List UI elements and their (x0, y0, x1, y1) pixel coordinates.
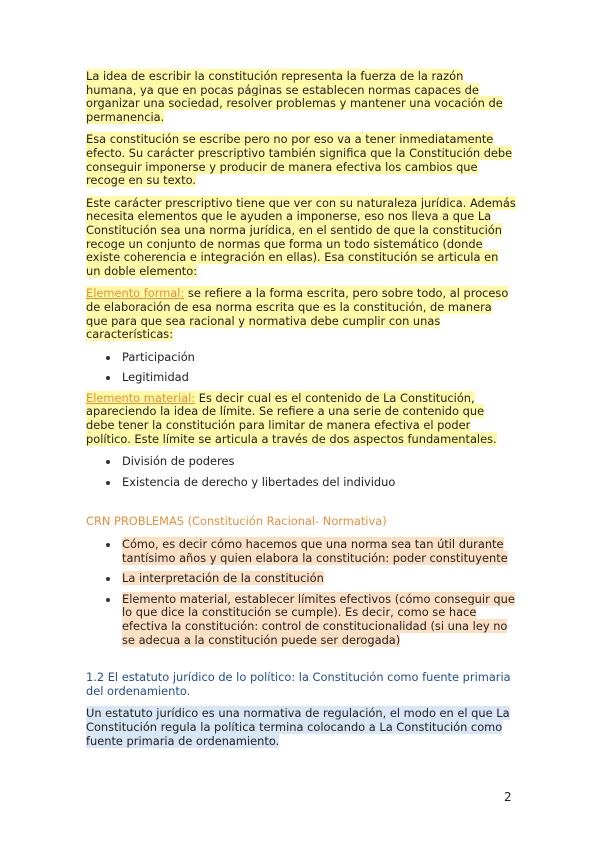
paragraph-estatuto (86, 707, 516, 748)
list-item (86, 593, 516, 647)
list-item (86, 371, 516, 385)
bullet-icon (106, 481, 110, 485)
elemento-formal-label: Elemento formal: (86, 286, 185, 301)
bullet-icon (106, 577, 110, 581)
paragraph-naturaleza (86, 197, 516, 279)
list-item-text: División de poderes (122, 454, 235, 469)
crn-list (86, 538, 516, 647)
paragraph-text: Esa constitución se escribe pero no por eso va a tener inmediatamente efecto. Su carácter prescriptivo también significa que la Constitución debe conseguir imponerse y producir de manera efectiva los cambios que recoge en su texto. (86, 132, 513, 188)
elemento-formal-text: se refiere a la forma escrita, pero sobre todo, al proceso de elaboración de esa norma escrita que es la constitución, de manera que para que sea racional y normativa debe cumplir con unas características: (86, 286, 509, 342)
paragraph-prescriptivo (86, 133, 516, 187)
list-item-text: Legitimidad (122, 370, 189, 385)
paragraph-elemento-material (86, 392, 516, 446)
page-number: 2 (504, 790, 512, 804)
list-item-text: Cómo, es decir cómo hacemos que una norma sea tan útil durante tantísimo años y quien elabora la constitución: poder constituyente (122, 537, 508, 565)
list-item-text: Existencia de derecho y libertades del individuo (122, 474, 396, 489)
bullet-icon (106, 460, 110, 464)
paragraph-elemento-formal (86, 287, 516, 341)
bullet-icon (106, 543, 110, 547)
formal-list (86, 351, 516, 385)
elemento-material-label: Elemento material: (86, 390, 196, 405)
bullet-icon (106, 356, 110, 360)
section-heading: 1.2 El estatuto jurídico de lo político: la Constitución como fuente primaria del ordenamiento. (86, 670, 511, 698)
paragraph-text: Este carácter prescriptivo tiene que ver con su naturaleza jurídica. Además necesita elementos que le ayuden a imponerse, eso nos lleva a que La Constitución sea una norma jurídica, en el sentido de que la constitución recoge un conjunto de normas que forma un todo sistemático (donde existe coherencia e integración en ellas). Esa constitución se articula en un doble elemento: (86, 195, 516, 278)
list-item (86, 455, 516, 469)
bullet-icon (106, 598, 110, 602)
paragraph-text: La idea de escribir la constitución representa la fuerza de la razón humana, ya que en pocas páginas se establecen normas capaces de organizar una sociedad, resolver problemas y mantener una vocación de permanencia. (86, 69, 503, 124)
list-item (86, 538, 516, 565)
paragraph-razon (86, 70, 516, 124)
list-item-text: La interpretación de la constitución (122, 571, 324, 586)
material-list (86, 455, 516, 489)
list-item (86, 476, 516, 490)
bullet-icon (106, 376, 110, 380)
crn-heading: CRN PROBLEMAS (Constitución Racional- Normativa) (86, 514, 387, 529)
list-item-text: Participación (122, 349, 195, 364)
elemento-material-text: Es decir cual es el contenido de La Constitución, apareciendo la idea de límite. Se refiere a una serie de contenido que debe tener la constitución para limitar de manera efectiva el poder político. Este límite se articula a través de dos aspectos fundamentales. (86, 390, 497, 446)
list-item (86, 351, 516, 365)
list-item (86, 572, 516, 586)
list-item-text: Elemento material, establecer límites efectivos (cómo conseguir que lo que dice la constitución se cumple). Es decir, como se hace efectiva la constitución: control de constitucionalidad (si una ley no se adecua a la constitución puede ser derogada) (122, 591, 515, 647)
paragraph-text: Un estatuto jurídico es una normativa de regulación, el modo en el que La Constitución regula la política termina colocando a La Constitución como fuente primaria de ordenamiento. (86, 706, 510, 748)
page-content (86, 70, 516, 757)
